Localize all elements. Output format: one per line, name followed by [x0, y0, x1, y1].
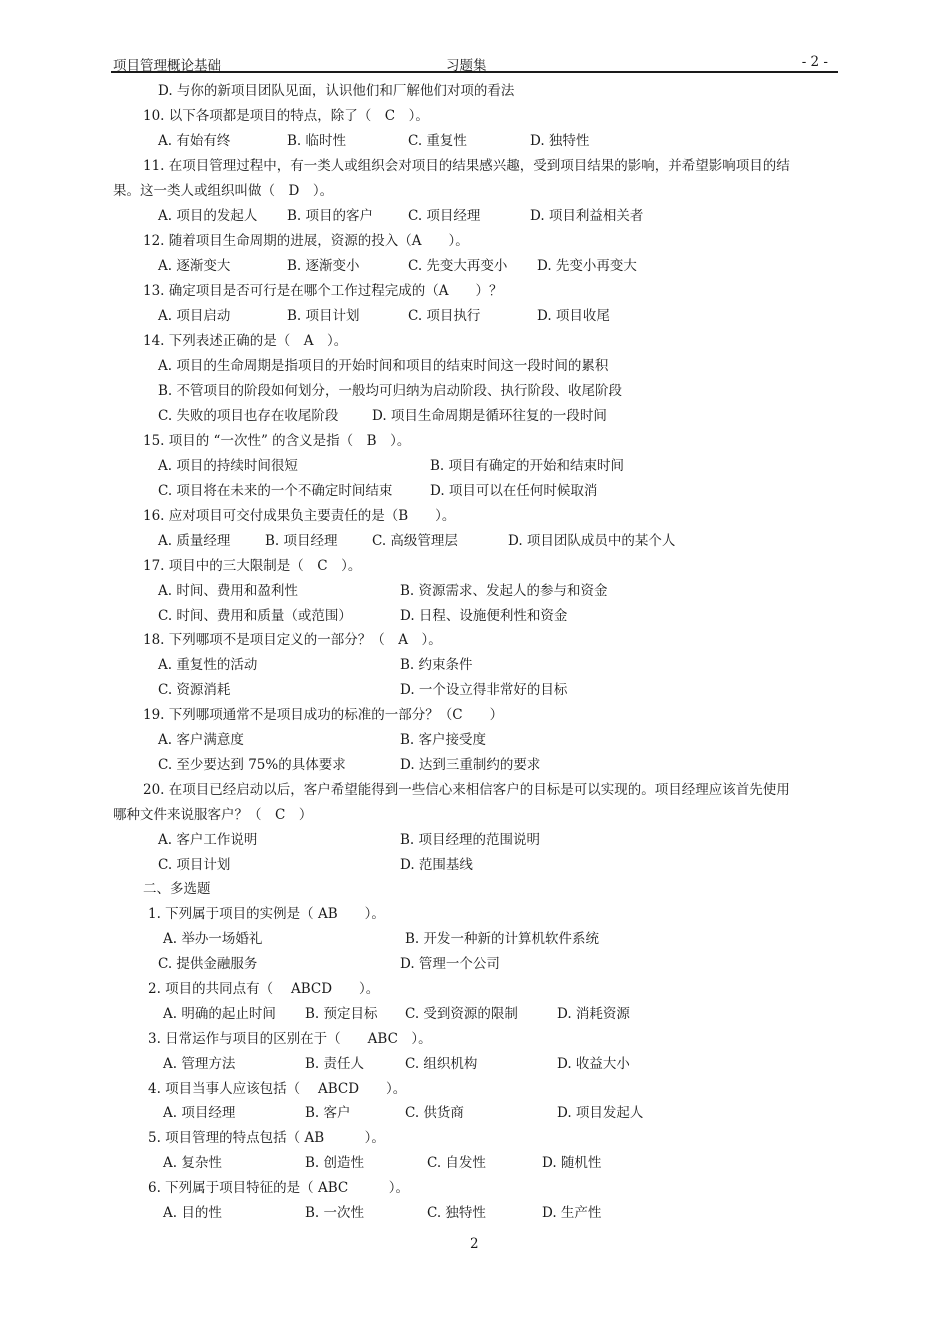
option-text: B. 项目的客户: [287, 208, 374, 224]
option-text: A. 项目经理: [163, 1105, 236, 1121]
header-page-number: - 2 -: [801, 54, 828, 70]
question-stem: 哪种文件来说服客户？（ C ）: [113, 807, 313, 823]
option-text: A. 复杂性: [163, 1155, 222, 1171]
option-text: D. 独特性: [530, 133, 590, 149]
option-text: A. 举办一场婚礼: [163, 931, 263, 947]
option-text: A. 明确的起止时间: [163, 1006, 276, 1022]
footer-page-number: 2: [470, 1236, 479, 1252]
option-text: B. 开发一种新的计算机软件系统: [405, 931, 600, 947]
option-text: D. 一个设立得非常好的目标: [400, 682, 568, 698]
question-stem: 5. 项目管理的特点包括（ AB ）。: [148, 1130, 385, 1146]
question-stem: 12. 随着项目生命周期的进展，资源的投入（A ）。: [143, 233, 469, 249]
option-text: B. 一次性: [305, 1205, 365, 1221]
header-divider: [111, 71, 838, 73]
option-text: D. 范围基线: [400, 857, 473, 873]
question-stem: 3. 日常运作与项目的区别在于（ ABC ）。: [148, 1031, 432, 1047]
option-text: D. 项目收尾: [537, 308, 610, 324]
option-text: C. 先变大再变小: [408, 258, 508, 274]
option-text: D. 随机性: [542, 1155, 602, 1171]
option-text: C. 失败的项目也存在收尾阶段: [158, 408, 339, 424]
option-text: A. 逐渐变大: [158, 258, 231, 274]
option-text: A. 质量经理: [158, 533, 231, 549]
option-text: B. 项目经理的范围说明: [400, 832, 541, 848]
question-stem: 16. 应对项目可交付成果负主要责任的是（B ）。: [143, 508, 456, 524]
option-text: D. 项目团队成员中的某个人: [508, 533, 676, 549]
option-text: B. 创造性: [305, 1155, 365, 1171]
header-course-title: 项目管理概论基础: [113, 58, 221, 74]
option-text: C. 项目计划: [158, 857, 231, 873]
option-text: D. 日程、设施便利性和资金: [400, 608, 568, 624]
option-text: C. 项目经理: [408, 208, 481, 224]
option-text: B. 客户接受度: [400, 732, 487, 748]
option-text: C. 高级管理层: [372, 533, 458, 549]
option-text: A. 客户工作说明: [158, 832, 258, 848]
option-text: B. 不管项目的阶段如何划分，一般均可归纳为启动阶段、执行阶段、收尾阶段: [158, 383, 623, 399]
question-stem: 14. 下列表述正确的是（ A ）。: [143, 333, 348, 349]
option-text: A. 客户满意度: [158, 732, 244, 748]
question-stem: 19. 下列哪项通常不是项目成功的标准的一部分？（C ）: [143, 707, 504, 723]
option-text: D. 项目利益相关者: [530, 208, 644, 224]
option-text: C. 独特性: [427, 1205, 486, 1221]
option-text: C. 受到资源的限制: [405, 1006, 518, 1022]
option-text: B. 预定目标: [305, 1006, 378, 1022]
option-text: C. 项目执行: [408, 308, 481, 324]
option-text: B. 责任人: [305, 1056, 365, 1072]
header-section-title: 习题集: [446, 58, 487, 74]
option-text: A. 时间、费用和盈利性: [158, 583, 298, 599]
option-text: D. 管理一个公司: [400, 956, 500, 972]
option-text: A. 重复性的活动: [158, 657, 258, 673]
option-text: B. 客户: [305, 1105, 351, 1121]
question-stem: 10. 以下各项都是项目的特点，除了（ C ）。: [143, 108, 429, 124]
option-text: B. 逐渐变小: [287, 258, 360, 274]
option-text: C. 至少要达到 75%的具体要求: [158, 757, 346, 773]
option-text: C. 供货商: [405, 1105, 464, 1121]
option-text: D. 项目生命周期是循环往复的一段时间: [372, 408, 607, 424]
option-text: A. 项目启动: [158, 308, 231, 324]
option-text: C. 自发性: [427, 1155, 486, 1171]
option-text: C. 提供金融服务: [158, 956, 258, 972]
option-text: C. 组织机构: [405, 1056, 478, 1072]
option-text: D. 生产性: [542, 1205, 602, 1221]
option-text: B. 资源需求、发起人的参与和资金: [400, 583, 608, 599]
question-stem: 11. 在项目管理过程中，有一类人或组织会对项目的结果感兴趣，受到项目结果的影响，并希望影响项目的结: [143, 158, 790, 174]
option-text: D. 与你的新项目团队见面，认识他们和厂解他们对项的看法: [158, 83, 515, 99]
section-heading: 二、多选题: [143, 881, 211, 897]
question-stem: 17. 项目中的三大限制是（ C ）。: [143, 558, 362, 574]
option-text: D. 达到三重制约的要求: [400, 757, 541, 773]
option-text: C. 时间、费用和质量（或范围）: [158, 608, 352, 624]
option-text: D. 收益大小: [557, 1056, 630, 1072]
page-header: [113, 52, 838, 72]
question-stem: 4. 项目当事人应该包括（ ABCD ）。: [148, 1081, 407, 1097]
option-text: D. 项目发起人: [557, 1105, 644, 1121]
question-stem: 6. 下列属于项目特征的是（ ABC ）。: [148, 1180, 409, 1196]
question-stem: 18. 下列哪项不是项目定义的一部分？（ A ）。: [143, 632, 442, 648]
question-stem: 15. 项目的 “一次性” 的含义是指（ B ）。: [143, 433, 411, 449]
option-text: A. 项目的发起人: [158, 208, 258, 224]
option-text: A. 管理方法: [163, 1056, 236, 1072]
question-stem: 果。这一类人或组织叫做（ D ）。: [113, 183, 334, 199]
option-text: A. 项目的生命周期是指项目的开始时间和项目的结束时间这一段时间的累积: [158, 358, 609, 374]
option-text: D. 项目可以在任何时候取消: [430, 483, 598, 499]
option-text: B. 约束条件: [400, 657, 473, 673]
question-stem: 13. 确定项目是否可行是在哪个工作过程完成的（A ）？: [143, 283, 503, 299]
option-text: B. 项目经理: [265, 533, 338, 549]
option-text: C. 项目将在未来的一个不确定时间结束: [158, 483, 393, 499]
option-text: D. 先变小再变大: [537, 258, 637, 274]
option-text: A. 目的性: [163, 1205, 222, 1221]
question-stem: 2. 项目的共同点有（ ABCD ）。: [148, 981, 380, 997]
option-text: A. 项目的持续时间很短: [158, 458, 298, 474]
question-stem: 1. 下列属于项目的实例是（ AB ）。: [148, 906, 385, 922]
option-text: B. 临时性: [287, 133, 347, 149]
option-text: A. 有始有终: [158, 133, 231, 149]
option-text: B. 项目有确定的开始和结束时间: [430, 458, 625, 474]
option-text: C. 重复性: [408, 133, 467, 149]
question-stem: 20. 在项目已经启动以后，客户希望能得到一些信心来相信客户的目标是可以实现的。项目经理应该首先使用: [143, 782, 790, 798]
option-text: D. 消耗资源: [557, 1006, 630, 1022]
option-text: C. 资源消耗: [158, 682, 231, 698]
option-text: B. 项目计划: [287, 308, 360, 324]
